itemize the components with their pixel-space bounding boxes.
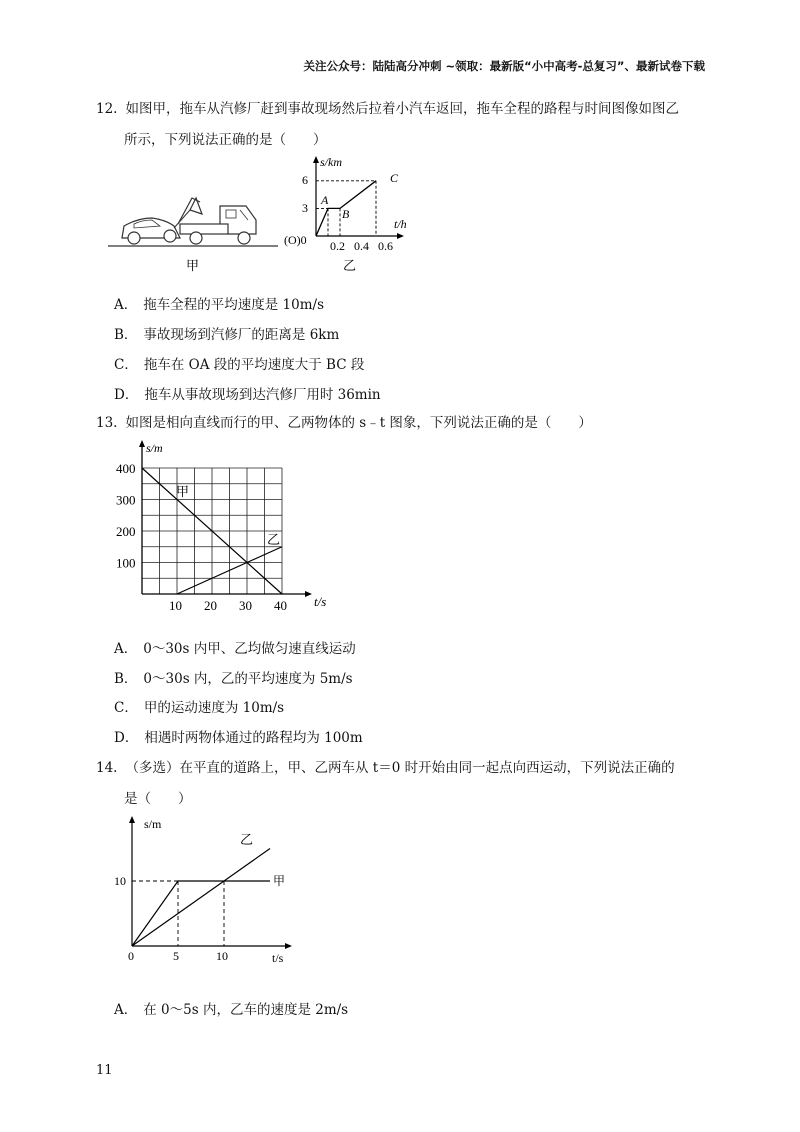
chart-14-xlabel: t/s bbox=[272, 951, 284, 965]
chart-12-xlabel: t/h bbox=[394, 217, 407, 231]
chart-14-ytick-10: 10 bbox=[114, 874, 126, 888]
chart-12-point-C: C bbox=[390, 171, 399, 185]
chart-14-xtick-0: 0 bbox=[128, 949, 134, 963]
chart-13-xtick: 20 bbox=[204, 598, 217, 613]
option-label: D． bbox=[114, 730, 139, 746]
question-12-stem-text1: 如图甲，拖车从汽修厂赶到事故现场然后拉着小汽车返回，拖车全程的路程与时间图像如图乙 bbox=[125, 101, 679, 117]
question-12-option-A[interactable] bbox=[114, 293, 324, 313]
question-14-stem-line1 bbox=[96, 756, 675, 776]
option-label: B． bbox=[114, 327, 138, 343]
chart-13-ytick: 400 bbox=[116, 461, 136, 476]
option-text: 相遇时两物体通过的路程均为 100m bbox=[144, 730, 363, 746]
chart-14-ylabel: s/m bbox=[144, 817, 162, 831]
question-12-option-C[interactable] bbox=[114, 353, 364, 373]
chart-12-ytick-6: 6 bbox=[302, 173, 308, 187]
question-12-option-B[interactable] bbox=[114, 323, 339, 343]
question-12-option-D[interactable] bbox=[114, 383, 381, 403]
option-text: 事故现场到汽修厂的距离是 6km bbox=[143, 327, 340, 343]
question-13-number: 13. bbox=[96, 415, 118, 431]
option-text: 拖车从事故现场到达汽修厂用时 36min bbox=[144, 387, 381, 403]
chart-13-xtick: 40 bbox=[274, 598, 287, 613]
question-14-number: 14. bbox=[96, 760, 118, 776]
question-12-number: 12. bbox=[96, 101, 118, 117]
chart-14-label-yi: 乙 bbox=[240, 832, 254, 847]
option-text: 拖车在 OA 段的平均速度大于 BC 段 bbox=[143, 357, 365, 373]
question-13-stem-line1 bbox=[96, 411, 592, 431]
chart-13-label-jia: 甲 bbox=[176, 484, 190, 499]
question-14-stem-text1: （多选）在平直的道路上，甲、乙两车从 t＝0 时开始由同一起点向西运动，下列说法正确的 bbox=[125, 760, 675, 776]
option-label: B． bbox=[114, 671, 138, 687]
question-14-stem-line2: 是（ ） bbox=[124, 791, 192, 807]
question-13-stem-text1: 如图是相向直线而行的甲、乙两物体的 s﹣t 图象，下列说法正确的是（ ） bbox=[125, 415, 592, 431]
option-text: 拖车全程的平均速度是 10m/s bbox=[143, 297, 324, 313]
option-label: D． bbox=[114, 387, 139, 403]
option-label: C． bbox=[114, 700, 138, 716]
option-label: C． bbox=[114, 357, 138, 373]
chart-13-xtick: 30 bbox=[239, 598, 252, 613]
chart-12 bbox=[282, 150, 432, 275]
chart-14-xtick-10: 10 bbox=[216, 949, 228, 963]
option-text: 在 0～5s 内，乙车的速度是 2m/s bbox=[143, 1002, 349, 1018]
chart-13-xtick: 10 bbox=[169, 598, 182, 613]
chart-12-xtick-0.4: 0.4 bbox=[354, 239, 369, 253]
option-text: 0～30s 内，乙的平均速度为 5m/s bbox=[143, 671, 353, 687]
chart-14-series-jia bbox=[132, 881, 270, 946]
figure-caption-yi: 乙 bbox=[343, 258, 357, 273]
chart-14-series-yi bbox=[132, 849, 270, 947]
chart-12-xtick-0.6: 0.6 bbox=[378, 239, 393, 253]
chart-13 bbox=[112, 436, 352, 616]
question-12-stem-line2: 所示，下列说法正确的是（ ） bbox=[124, 132, 327, 148]
chart-13-ytick: 300 bbox=[116, 492, 136, 508]
page-number: 11 bbox=[96, 1063, 113, 1078]
question-12-stem-line1 bbox=[96, 97, 679, 117]
chart-12-point-A: A bbox=[321, 193, 329, 207]
chart-14 bbox=[110, 810, 310, 970]
chart-14-xtick-5: 5 bbox=[173, 949, 179, 963]
chart-12-ylabel: s/km bbox=[320, 155, 342, 169]
chart-12-origin: (O)0 bbox=[284, 233, 307, 247]
question-14-option-A[interactable] bbox=[114, 998, 348, 1018]
option-label: A． bbox=[114, 297, 138, 313]
chart-12-point-B: B bbox=[342, 207, 350, 221]
chart-13-ytick: 100 bbox=[116, 555, 136, 571]
question-13-option-D[interactable] bbox=[114, 726, 363, 746]
page-header: 关注公众号：陆陆高分冲刺 ~领取：最新版“小中高考-总复习”、最新试卷下载 bbox=[303, 59, 705, 73]
question-13-option-C[interactable] bbox=[114, 696, 284, 716]
chart-14-series bbox=[132, 849, 270, 947]
chart-13-ylabel: s/m bbox=[146, 441, 163, 455]
option-text: 0～30s 内甲、乙均做匀速直线运动 bbox=[143, 641, 356, 657]
option-label: A． bbox=[114, 1002, 138, 1018]
chart-12-xtick-0.2: 0.2 bbox=[330, 239, 345, 253]
question-13-option-A[interactable] bbox=[114, 637, 356, 657]
question-13-option-B[interactable] bbox=[114, 667, 353, 687]
chart-14-label-jia: 甲 bbox=[273, 874, 286, 888]
chart-13-ytick: 200 bbox=[116, 524, 136, 539]
chart-13-label-yi: 乙 bbox=[267, 532, 281, 547]
chart-12-ytick-3: 3 bbox=[302, 201, 308, 215]
figure-caption-jia: 甲 bbox=[186, 258, 200, 273]
option-label: A． bbox=[114, 641, 138, 657]
tow-truck-illustration bbox=[108, 180, 278, 275]
option-text: 甲的运动速度为 10m/s bbox=[143, 700, 285, 716]
chart-13-xlabel: t/s bbox=[314, 594, 327, 609]
